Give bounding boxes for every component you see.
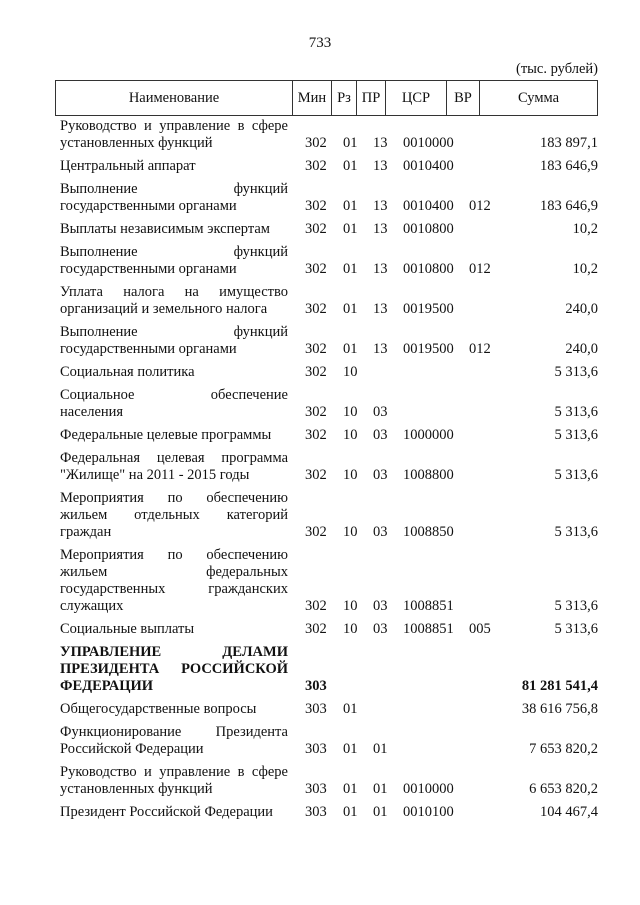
- row-name: [60, 701, 288, 718]
- row-min: 302: [305, 404, 327, 420]
- row-min: 302: [305, 261, 327, 277]
- page-number: 733: [308, 35, 332, 51]
- row-pr: 13: [373, 198, 388, 214]
- row-csr: 1000000: [403, 427, 454, 443]
- row-rz: 01: [343, 741, 358, 757]
- table-row: [60, 450, 598, 484]
- table-row: [60, 387, 598, 421]
- row-rz: 01: [343, 804, 358, 820]
- row-min: 303: [305, 781, 327, 797]
- row-pr: 13: [373, 135, 388, 151]
- header-csr: ЦСР: [386, 81, 447, 116]
- row-name-line: Уплата налога на имущество: [60, 284, 288, 300]
- table-row: [60, 181, 598, 215]
- row-name: [60, 181, 288, 215]
- row-name: [60, 764, 288, 798]
- row-name-line: жильем федеральных: [60, 564, 288, 580]
- row-sum: 5 313,6: [554, 598, 598, 614]
- row-min: 302: [305, 524, 327, 540]
- row-sum: 5 313,6: [554, 524, 598, 540]
- row-name: [60, 427, 288, 444]
- row-name-line: Российской Федерации: [60, 741, 204, 757]
- row-name-line: Выполнение функций: [60, 181, 288, 197]
- table-row: [60, 621, 598, 638]
- table-row: [60, 324, 598, 358]
- row-pr: 03: [373, 427, 388, 443]
- row-csr: 0010400: [403, 198, 454, 214]
- row-name-line: граждан: [60, 524, 112, 540]
- row-sum: 5 313,6: [554, 427, 598, 443]
- row-name: [60, 644, 288, 695]
- row-sum: 183 897,1: [540, 135, 598, 151]
- row-name-line: Федеральная целевая программа: [60, 450, 288, 466]
- row-name-line: Общегосударственные вопросы: [60, 701, 257, 717]
- row-sum: 183 646,9: [540, 158, 598, 174]
- header-pr: ПР: [357, 81, 386, 116]
- row-sum: 38 616 756,8: [521, 701, 598, 717]
- row-rz: 10: [343, 621, 358, 637]
- row-csr: 0019500: [403, 341, 454, 357]
- row-min: 302: [305, 364, 327, 380]
- header-name: Наименование: [56, 81, 293, 116]
- table-row: [60, 764, 598, 798]
- row-min: 302: [305, 221, 327, 237]
- row-pr: 01: [373, 804, 388, 820]
- header-vr: ВР: [447, 81, 480, 116]
- table-row: [60, 427, 598, 444]
- row-pr: 13: [373, 341, 388, 357]
- row-name: [60, 244, 288, 278]
- table-row: [60, 724, 598, 758]
- row-name-line: ПРЕЗИДЕНТА РОССИЙСКОЙ: [60, 661, 288, 677]
- row-pr: 03: [373, 598, 388, 614]
- row-min: 302: [305, 427, 327, 443]
- table-row: [60, 364, 598, 381]
- row-csr: 0010800: [403, 261, 454, 277]
- header-sum: Сумма: [480, 81, 598, 116]
- table-header: [55, 80, 598, 116]
- row-pr: 01: [373, 741, 388, 757]
- row-min: 302: [305, 341, 327, 357]
- row-sum: 104 467,4: [540, 804, 598, 820]
- row-pr: 13: [373, 301, 388, 317]
- row-pr: 13: [373, 158, 388, 174]
- row-vr: 012: [469, 341, 491, 357]
- header-min: Мин: [293, 81, 332, 116]
- row-sum: 10,2: [572, 221, 598, 237]
- table-row: [60, 701, 598, 718]
- row-sum: 5 313,6: [554, 621, 598, 637]
- row-name-line: УПРАВЛЕНИЕ ДЕЛАМИ: [60, 644, 288, 660]
- row-name-line: государственными органами: [60, 261, 237, 277]
- row-name-line: Президент Российской Федерации: [60, 804, 273, 820]
- row-name-line: государственными органами: [60, 198, 237, 214]
- row-min: 302: [305, 158, 327, 174]
- row-pr: 13: [373, 261, 388, 277]
- row-name: [60, 364, 288, 381]
- row-csr: 1008800: [403, 467, 454, 483]
- row-name-line: организаций и земельного налога: [60, 301, 268, 317]
- row-name-line: государственными органами: [60, 341, 237, 357]
- table-row: [60, 221, 598, 238]
- row-name-line: Руководство и управление в сфере: [60, 118, 288, 134]
- row-name: [60, 221, 288, 238]
- row-name: [60, 724, 288, 758]
- row-sum: 240,0: [565, 341, 598, 357]
- row-name-line: Мероприятия по обеспечению: [60, 490, 288, 506]
- row-rz: 01: [343, 221, 358, 237]
- row-rz: 01: [343, 135, 358, 151]
- row-csr: 1008851: [403, 621, 454, 637]
- row-sum: 240,0: [565, 301, 598, 317]
- row-min: 302: [305, 135, 327, 151]
- row-name-line: государственных гражданских: [60, 581, 288, 597]
- row-vr: 005: [469, 621, 491, 637]
- row-name-line: установленных функций: [60, 781, 213, 797]
- row-name-line: служащих: [60, 598, 124, 614]
- row-rz: 10: [343, 467, 358, 483]
- row-vr: 012: [469, 198, 491, 214]
- row-min: 302: [305, 198, 327, 214]
- row-name-line: Мероприятия по обеспечению: [60, 547, 288, 563]
- row-rz: 01: [343, 701, 358, 717]
- row-csr: 0010400: [403, 158, 454, 174]
- row-min: 303: [305, 701, 327, 717]
- row-pr: 03: [373, 404, 388, 420]
- row-name: [60, 621, 288, 638]
- row-name: [60, 450, 288, 484]
- row-min: 302: [305, 621, 327, 637]
- row-pr: 03: [373, 467, 388, 483]
- row-min: 303: [305, 678, 327, 694]
- row-name: [60, 158, 288, 175]
- row-csr: 1008850: [403, 524, 454, 540]
- row-name: [60, 324, 288, 358]
- row-sum: 183 646,9: [540, 198, 598, 214]
- table-row: [60, 547, 598, 615]
- row-rz: 10: [343, 598, 358, 614]
- row-name: [60, 804, 288, 821]
- row-name-line: Социальное обеспечение: [60, 387, 288, 403]
- row-name-line: Выполнение функций: [60, 244, 288, 260]
- header-rz: Рз: [332, 81, 357, 116]
- row-sum: 5 313,6: [554, 467, 598, 483]
- row-rz: 10: [343, 427, 358, 443]
- table-row: [60, 490, 598, 541]
- table-row: [60, 244, 598, 278]
- row-name-line: населения: [60, 404, 124, 420]
- row-pr: 01: [373, 781, 388, 797]
- table-row: [60, 804, 598, 821]
- row-rz: 10: [343, 524, 358, 540]
- row-rz: 01: [343, 261, 358, 277]
- row-name: [60, 387, 288, 421]
- row-rz: 01: [343, 341, 358, 357]
- row-pr: 13: [373, 221, 388, 237]
- row-pr: 03: [373, 621, 388, 637]
- row-name-line: Руководство и управление в сфере: [60, 764, 288, 780]
- row-min: 302: [305, 301, 327, 317]
- row-rz: 10: [343, 404, 358, 420]
- row-rz: 01: [343, 198, 358, 214]
- row-sum: 6 653 820,2: [529, 781, 598, 797]
- row-min: 302: [305, 467, 327, 483]
- row-name-line: Выплаты независимым экспертам: [60, 221, 270, 237]
- row-name-line: установленных функций: [60, 135, 213, 151]
- table-row: [60, 118, 598, 152]
- row-name: [60, 490, 288, 541]
- row-sum: 10,2: [572, 261, 598, 277]
- row-min: 303: [305, 804, 327, 820]
- row-csr: 0010100: [403, 804, 454, 820]
- row-name-line: Социальные выплаты: [60, 621, 195, 637]
- row-min: 303: [305, 741, 327, 757]
- row-sum: 5 313,6: [554, 364, 598, 380]
- row-name: [60, 284, 288, 318]
- row-sum: 5 313,6: [554, 404, 598, 420]
- row-name: [60, 118, 288, 152]
- row-name-line: Функционирование Президента: [60, 724, 288, 740]
- row-vr: 012: [469, 261, 491, 277]
- row-csr: 0010800: [403, 221, 454, 237]
- row-rz: 01: [343, 158, 358, 174]
- row-name-line: жильем отдельных категорий: [60, 507, 288, 523]
- row-min: 302: [305, 598, 327, 614]
- table-body: [60, 118, 598, 827]
- row-name-line: ФЕДЕРАЦИИ: [60, 678, 154, 694]
- table-row: [60, 644, 598, 695]
- units-label: (тыс. рублей): [516, 61, 598, 77]
- row-csr: 0010000: [403, 781, 454, 797]
- row-rz: 01: [343, 301, 358, 317]
- row-rz: 01: [343, 781, 358, 797]
- table-row: [60, 158, 598, 175]
- row-csr: 0019500: [403, 301, 454, 317]
- row-name: [60, 547, 288, 615]
- row-sum: 7 653 820,2: [529, 741, 598, 757]
- row-name-line: "Жилище" на 2011 - 2015 годы: [60, 467, 250, 483]
- row-sum: 81 281 541,4: [521, 678, 598, 694]
- row-name-line: Федеральные целевые программы: [60, 427, 272, 443]
- table-row: [60, 284, 598, 318]
- row-name-line: Выполнение функций: [60, 324, 288, 340]
- row-pr: 03: [373, 524, 388, 540]
- row-csr: 1008851: [403, 598, 454, 614]
- row-rz: 10: [343, 364, 358, 380]
- row-name-line: Социальная политика: [60, 364, 195, 380]
- row-csr: 0010000: [403, 135, 454, 151]
- row-name-line: Центральный аппарат: [60, 158, 196, 174]
